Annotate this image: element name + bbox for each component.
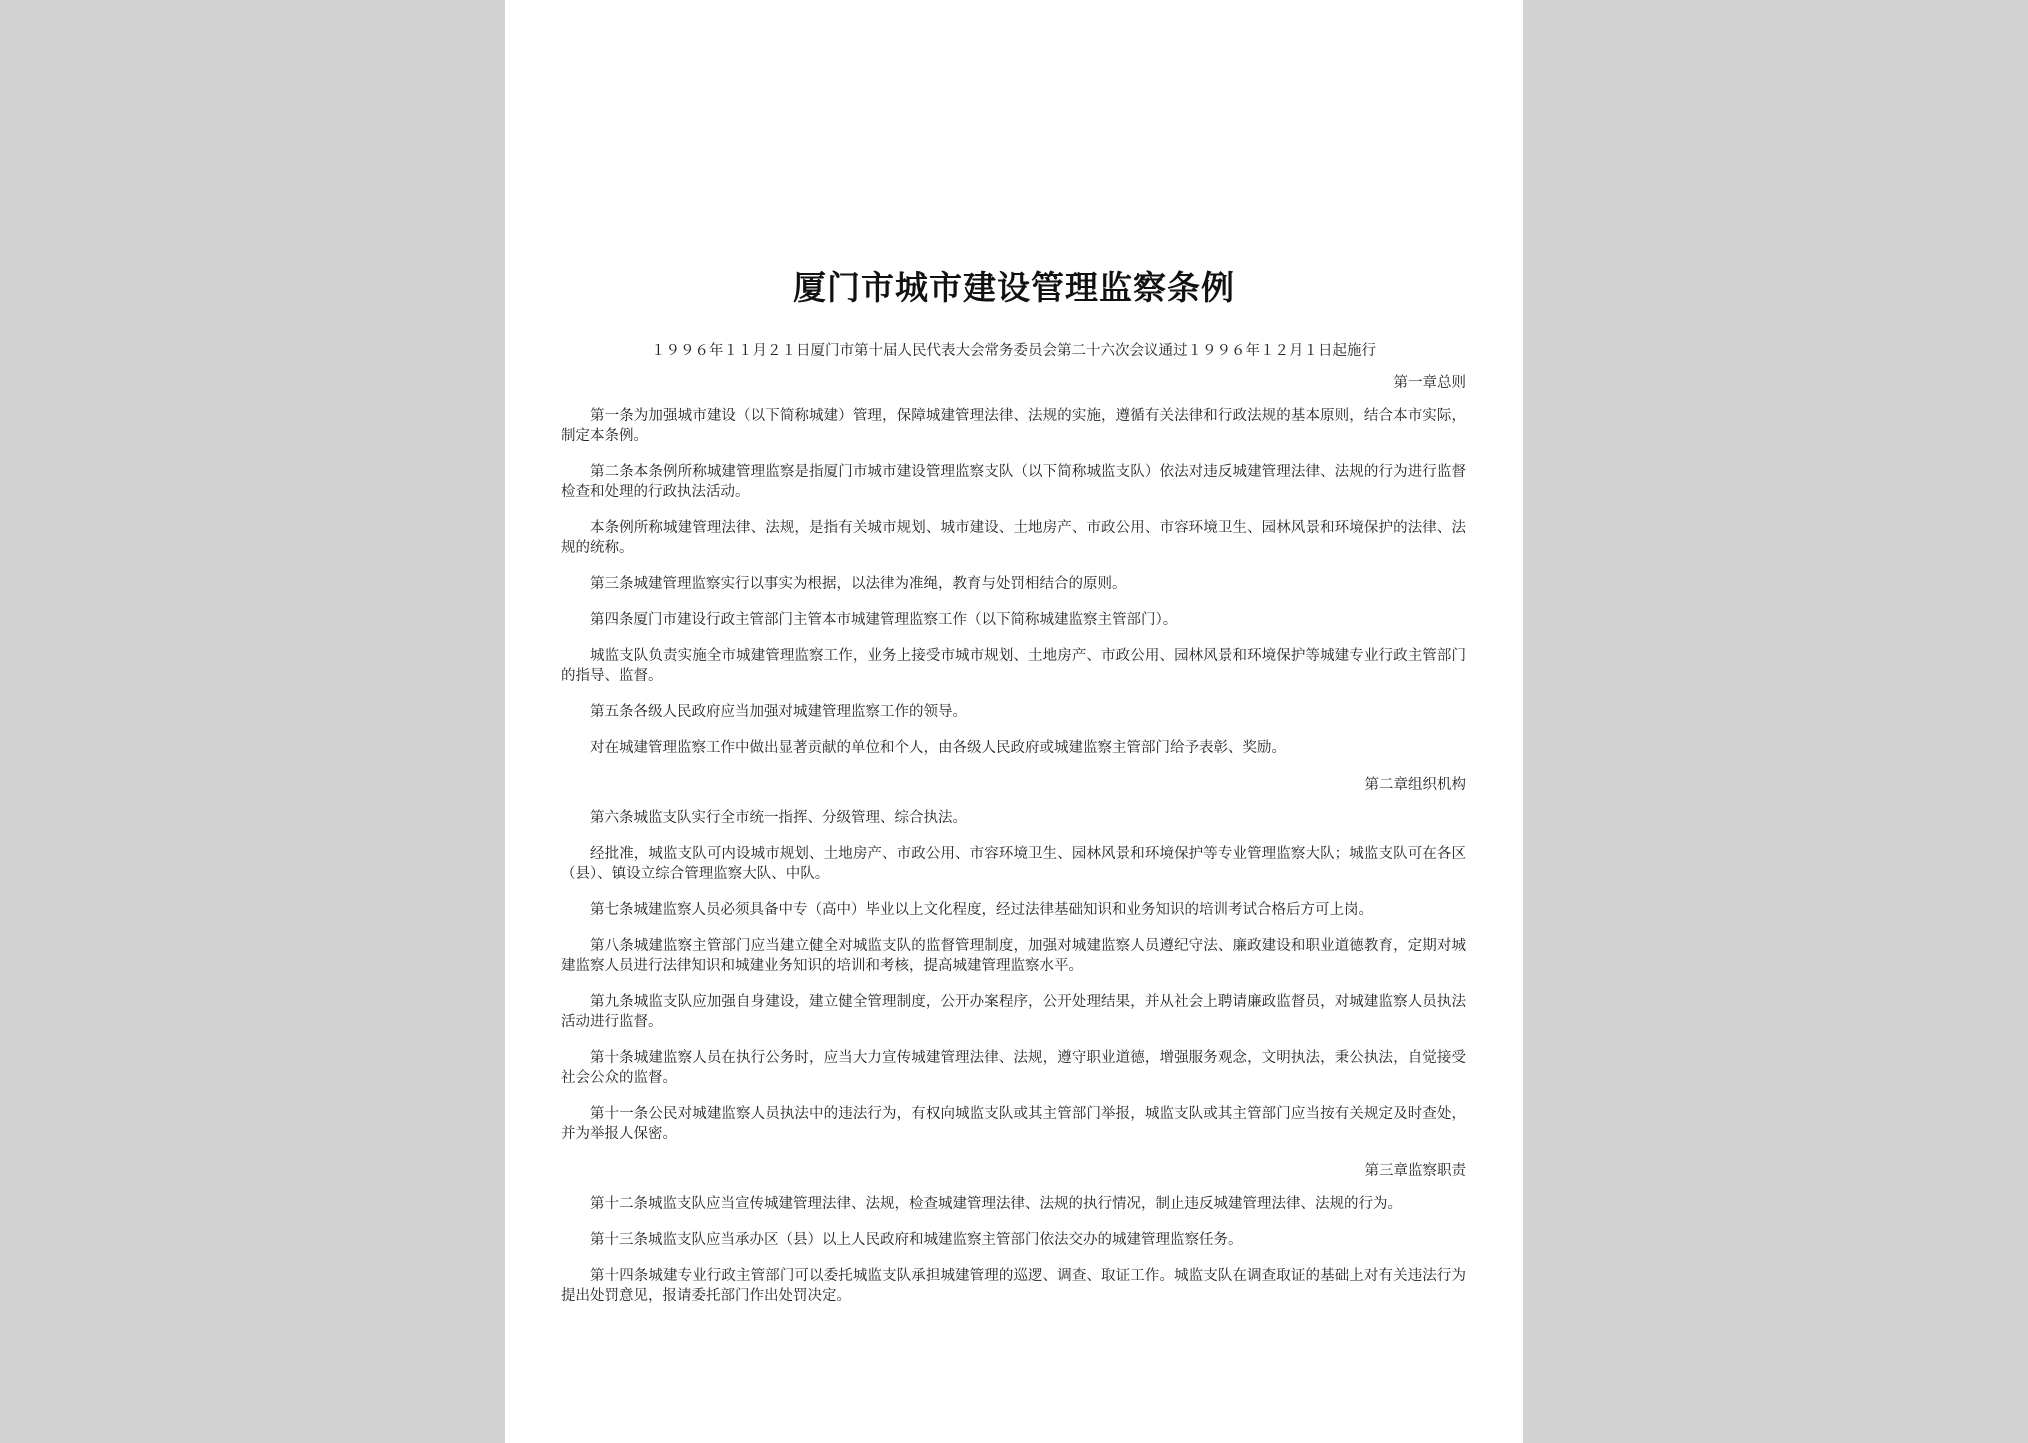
- paragraph: 第十三条城监支队应当承办区（县）以上人民政府和城建监察主管部门依法交办的城建管理监察任务。: [590, 1232, 1243, 1248]
- paragraph: 第十四条城建专业行政主管部门可以委托城监支队承担城建管理的巡逻、调查、取证工作。城监支队在调查取证的基础上对有关违法行为提出处罚意见，报请委托部门作出处罚决定。: [561, 1268, 1466, 1304]
- paragraph: 第八条城建监察主管部门应当建立健全对城监支队的监督管理制度，加强对城建监察人员遵纪守法、廉政建设和职业道德教育，定期对城建监察人员进行法律知识和城建业务知识的培训和考核，提高城建管理监察水平。: [561, 938, 1466, 974]
- document-subtitle: １９９６年１１月２１日厦门市第十届人民代表大会常务委员会第二十六次会议通过１９９６年１２月１日起施行: [651, 343, 1376, 359]
- paragraph: 第二条本条例所称城建管理监察是指厦门市城市建设管理监察支队（以下简称城监支队）依法对违反城建管理法律、法规的行为进行监督检查和处理的行政执法活动。: [561, 464, 1466, 500]
- page-title: 厦门市城市建设管理监察条例: [793, 268, 1235, 307]
- paragraph: 第一条为加强城市建设（以下简称城建）管理，保障城建管理法律、法规的实施，遵循有关法律和行政法规的基本原则，结合本市实际，制定本条例。: [561, 408, 1466, 444]
- document-page: [505, 0, 1523, 1443]
- paragraph: 第十条城建监察人员在执行公务时，应当大力宣传城建管理法律、法规，遵守职业道德，增强服务观念，文明执法，秉公执法，自觉接受社会公众的监督。: [561, 1050, 1466, 1086]
- paragraph: 第四条厦门市建设行政主管部门主管本市城建管理监察工作（以下简称城建监察主管部门）。: [590, 612, 1178, 628]
- paragraph: 第七条城建监察人员必须具备中专（高中）毕业以上文化程度，经过法律基础知识和业务知识的培训考试合格后方可上岗。: [590, 902, 1373, 918]
- paragraph: 城监支队负责实施全市城建管理监察工作，业务上接受市城市规划、土地房产、市政公用、园林风景和环境保护等城建专业行政主管部门的指导、监督。: [561, 648, 1466, 684]
- paragraph: 第十一条公民对城建监察人员执法中的违法行为，有权向城监支队或其主管部门举报，城监支队或其主管部门应当按有关规定及时查处，并为举报人保密。: [561, 1106, 1466, 1142]
- paragraph: 第三条城建管理监察实行以事实为根据，以法律为准绳，教育与处罚相结合的原则。: [590, 576, 1127, 592]
- paragraph: 对在城建管理监察工作中做出显著贡献的单位和个人，由各级人民政府或城建监察主管部门给予表彰、奖励。: [590, 740, 1286, 756]
- chapter-heading-1: 第一章总则: [1393, 375, 1466, 391]
- document-body: [561, 372, 1466, 1322]
- paragraph: 第十二条城监支队应当宣传城建管理法律、法规，检查城建管理法律、法规的执行情况，制止违反城建管理法律、法规的行为。: [590, 1196, 1402, 1212]
- paragraph: 第五条各级人民政府应当加强对城建管理监察工作的领导。: [590, 704, 967, 720]
- paragraph: 本条例所称城建管理法律、法规，是指有关城市规划、城市建设、土地房产、市政公用、市容环境卫生、园林风景和环境保护的法律、法规的统称。: [561, 520, 1466, 556]
- chapter-heading-3: 第三章监察职责: [1364, 1163, 1466, 1179]
- paragraph: 第九条城监支队应加强自身建设，建立健全管理制度，公开办案程序，公开处理结果，并从社会上聘请廉政监督员，对城建监察人员执法活动进行监督。: [561, 994, 1466, 1030]
- chapter-heading-2: 第二章组织机构: [1364, 777, 1466, 793]
- paragraph: 第六条城监支队实行全市统一指挥、分级管理、综合执法。: [590, 810, 967, 826]
- paragraph: 经批准，城监支队可内设城市规划、土地房产、市政公用、市容环境卫生、园林风景和环境保护等专业管理监察大队；城监支队可在各区（县）、镇设立综合管理监察大队、中队。: [561, 846, 1466, 882]
